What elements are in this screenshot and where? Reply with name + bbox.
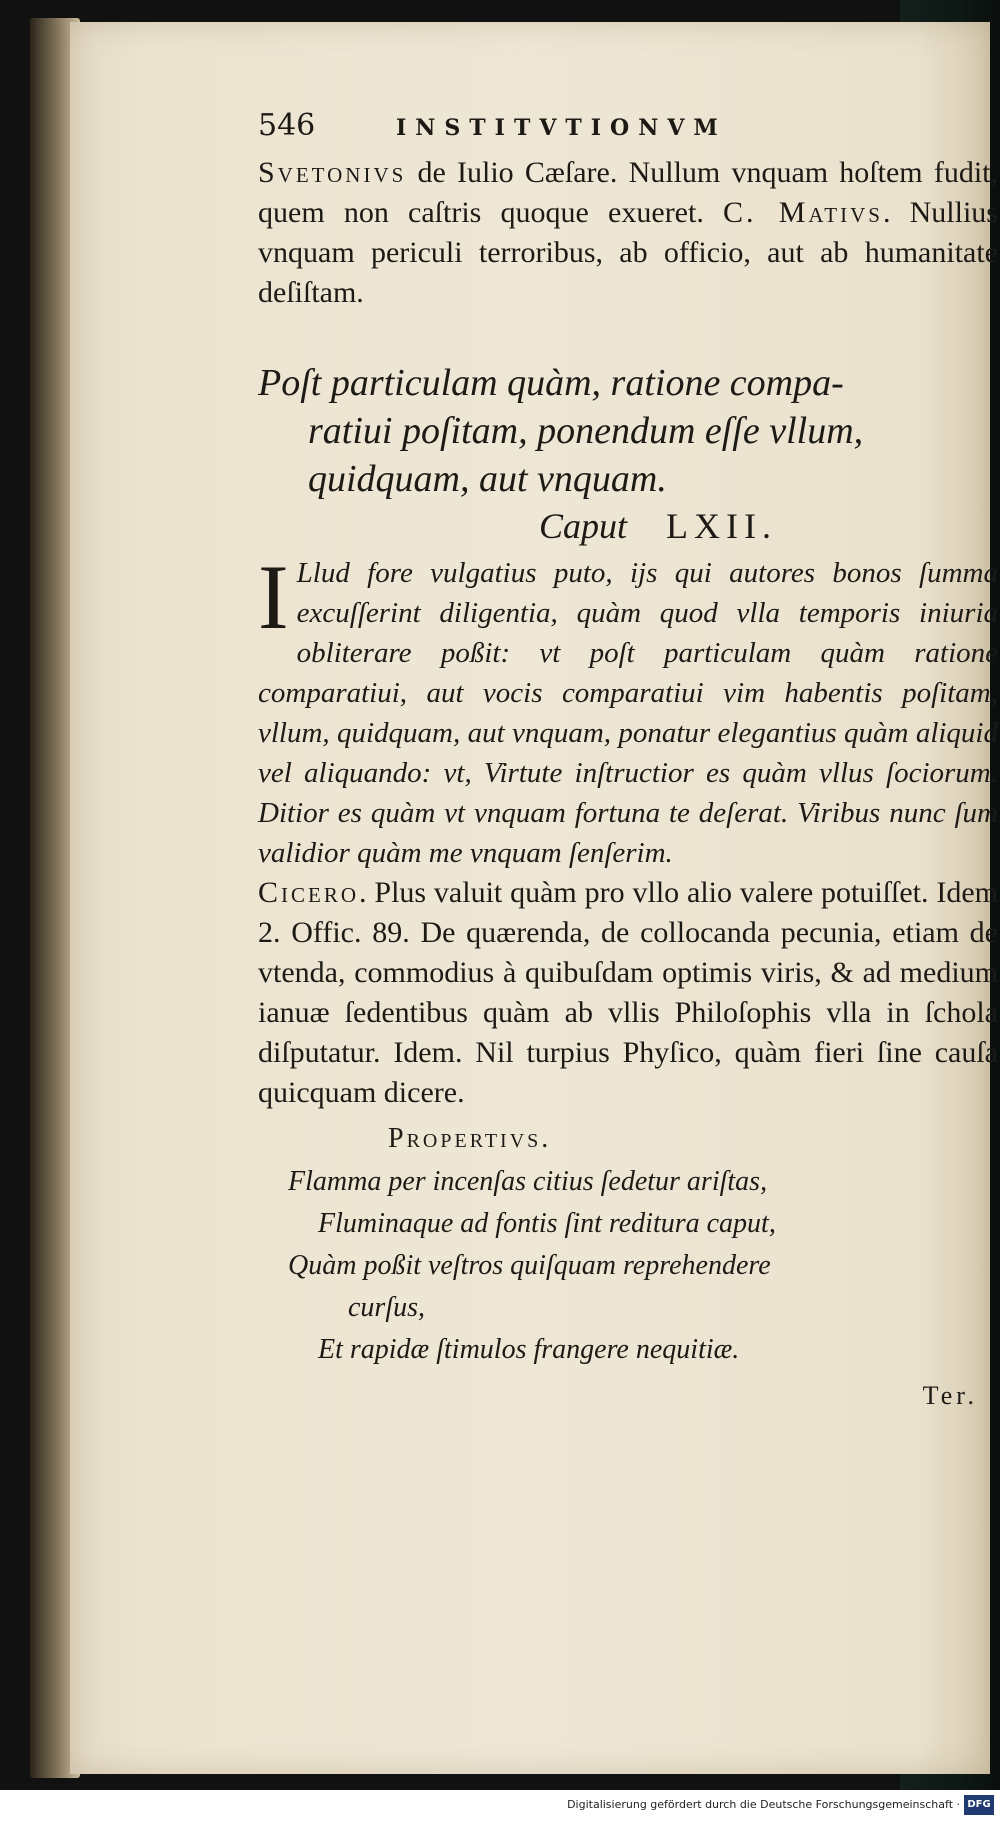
verse-line-3: Quàm poßit veſtros quiſquam reprehendere: [288, 1250, 771, 1281]
intro-text-2: . Nullius vnquam periculi terroribus, ab officio, aut ab humanitate deſiſtam.: [258, 196, 998, 309]
dfg-logo-icon: DFG: [964, 1795, 994, 1815]
page-header: [258, 108, 998, 143]
heading-line-2: ratiui poſitam, ponendum eſſe vllum,: [308, 410, 864, 452]
running-title: INSTITVTIONVM: [396, 115, 727, 141]
drop-cap: I: [258, 546, 289, 648]
page-text-block: [258, 108, 998, 1411]
digitization-footer: [0, 1790, 1000, 1822]
page-number: 546: [258, 108, 316, 143]
intro-paragraph: [258, 153, 998, 313]
verse-line-5: Et rapidæ ſtimulos frangere nequitiæ.: [318, 1334, 740, 1365]
verse-line-1: Flamma per incenſas citius ſedetur ariſtas,: [288, 1166, 768, 1197]
italic-body-text: Llud fore vulgatius puto, ijs qui autores bonos ſumma excuſſerint diligentia, quàm quod vlla temporis iniuria obliterare poßit: vt poſt particulam quàm ratione comparatiui, aut vocis comparatiui vim habentis poſitam, vllum, quidquam, aut vnquam, ponatur elegantius quàm aliquid vel aliquando: vt, Virtute inſtructior es quàm vllus ſociorum. Ditior es quàm vt vnquam fortuna te deſerat. Viribus nunc ſum validior quàm me vnquam ſenſerim.: [258, 557, 998, 869]
funding-credit: Digitalisierung gefördert durch die Deutsche Forschungsgemeinschaft ·: [567, 1798, 960, 1811]
propertius-verse: [258, 1161, 998, 1371]
heading-line-3: quidquam, aut vnquam.: [308, 458, 667, 500]
intro-text-1: de Iulio Cæſare. Nullum vnquam hoſtem fudit, quem non caſtris quoque exueret.: [258, 156, 998, 229]
author-matius: C. Mativs: [723, 196, 883, 229]
catchword: Ter.: [922, 1381, 978, 1410]
cicero-text: . Plus valuit quàm pro vllo alio valere potuiſſet. Idem 2. Offic. 89. De quærenda, de collocanda pecunia, etiam de vtenda, commodius à quibuſdam optimis viris, & ad medium ianuæ ſedentibus quàm ab vllis Philoſophis vlla in ſchola diſputatur. Idem. Nil turpius Phyſico, quàm fieri ſine cauſa quicquam dicere.: [258, 876, 998, 1109]
author-propertius: Propertivs.: [388, 1123, 552, 1154]
heading-line-1: Poſt particulam quàm, ratione compa-: [258, 362, 844, 404]
verse-line-2: Fluminaque ad fontis ſint reditura caput,: [318, 1208, 776, 1239]
caput-label: Caput: [539, 506, 628, 546]
chapter-body-italic: [258, 546, 998, 873]
chapter-heading: [258, 359, 998, 503]
verse-line-4: curſus,: [348, 1292, 425, 1323]
book-page: [70, 22, 998, 1774]
chapter-number: [258, 503, 998, 549]
cicero-paragraph: [258, 873, 998, 1113]
caput-roman-numeral: LXII.: [666, 506, 777, 546]
author-suetonius: Svetonivs: [258, 156, 407, 189]
author-cicero: Cicero: [258, 876, 360, 909]
